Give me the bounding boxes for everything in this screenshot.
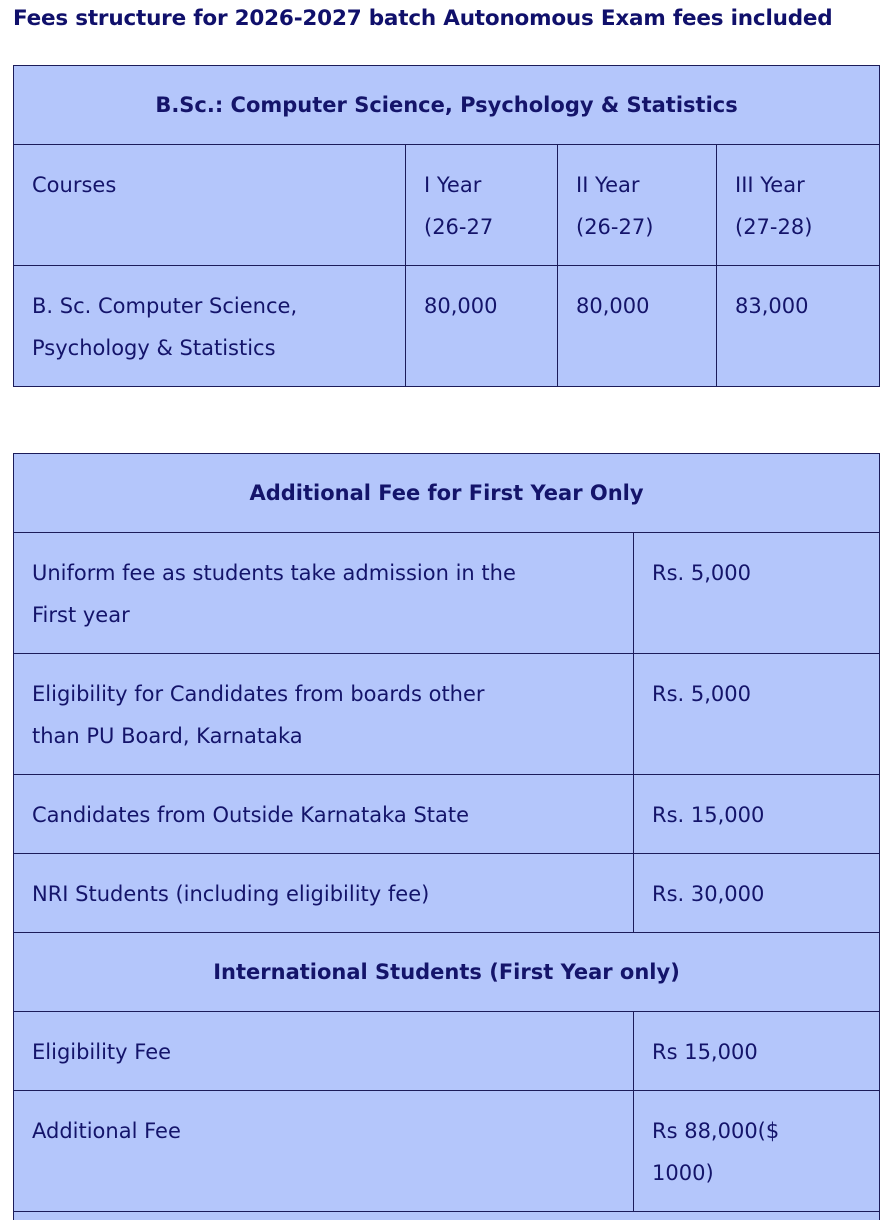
course-name-line1: B. Sc. Computer Science, [32,294,297,318]
page-heading: Fees structure for 2026-2027 batch Autonomous Exam fees included [13,6,833,31]
fee-label-cell [14,533,634,654]
fee-amount-cell: Rs. 15,000 [634,775,880,854]
fee-amount-cell: Rs. 5,000 [634,533,880,654]
column-header-courses: Courses [14,145,406,266]
fee-amount-cell [634,1091,880,1212]
fee-label-line2: First year [32,603,130,627]
course-name-line2: Psychology & Statistics [32,336,276,360]
fee-amount-cell: Rs. 5,000 [634,654,880,775]
table-title-row [14,454,880,533]
column-header-year2 [558,145,717,266]
fee-label-cell: Additional Fee [14,1091,634,1212]
international-section-title: International Students (First Year only) [14,933,880,1012]
table-row [14,1012,880,1091]
column-header-year3-line2: (27-28) [735,215,812,239]
fee-label-line2: than PU Board, Karnataka [32,724,303,748]
fee-label-line1: Uniform fee as students take admission in the [32,561,516,585]
column-header-year2-line2: (26-27) [576,215,653,239]
fee-amount-line1: Rs 88,000($ [652,1119,779,1143]
fee-amount-line2: 1000) [652,1161,714,1185]
column-header-year2-line1: II Year [576,173,640,197]
column-header-year3 [717,145,880,266]
table-title: Additional Fee for First Year Only [14,454,880,533]
table-row [14,654,880,775]
fee-label-cell: Candidates from Outside Karnataka State [14,775,634,854]
fee-label-cell [14,654,634,775]
column-header-year3-line1: III Year [735,173,805,197]
table-row [14,266,880,387]
additional-fee-table [13,453,880,1220]
column-header-year1-line1: I Year [424,173,481,197]
fee-label-cell: NRI Students (including eligibility fee) [14,854,634,933]
table-row [14,775,880,854]
table-title-row [14,66,880,145]
fee-amount-cell: Rs 15,000 [634,1012,880,1091]
table-row [14,854,880,933]
column-header-year1-line2: (26-27 [424,215,493,239]
fee-label-cell: Eligibility Fee [14,1012,634,1091]
fee-amount-cell: Rs. 30,000 [634,854,880,933]
table-row-cut-off [14,1212,880,1220]
column-header-year1 [406,145,558,266]
year3-fee-cell: 83,000 [717,266,880,387]
bsc-fee-table [13,65,880,387]
table-header-row [14,145,880,266]
year1-fee-cell: 80,000 [406,266,558,387]
year2-fee-cell: 80,000 [558,266,717,387]
table-title: B.Sc.: Computer Science, Psychology & Statistics [14,66,880,145]
course-name-cell [14,266,406,387]
fee-label-line1: Eligibility for Candidates from boards other [32,682,485,706]
section-title-row [14,933,880,1012]
table-row [14,533,880,654]
table-row [14,1091,880,1212]
empty-cell [14,1212,880,1220]
